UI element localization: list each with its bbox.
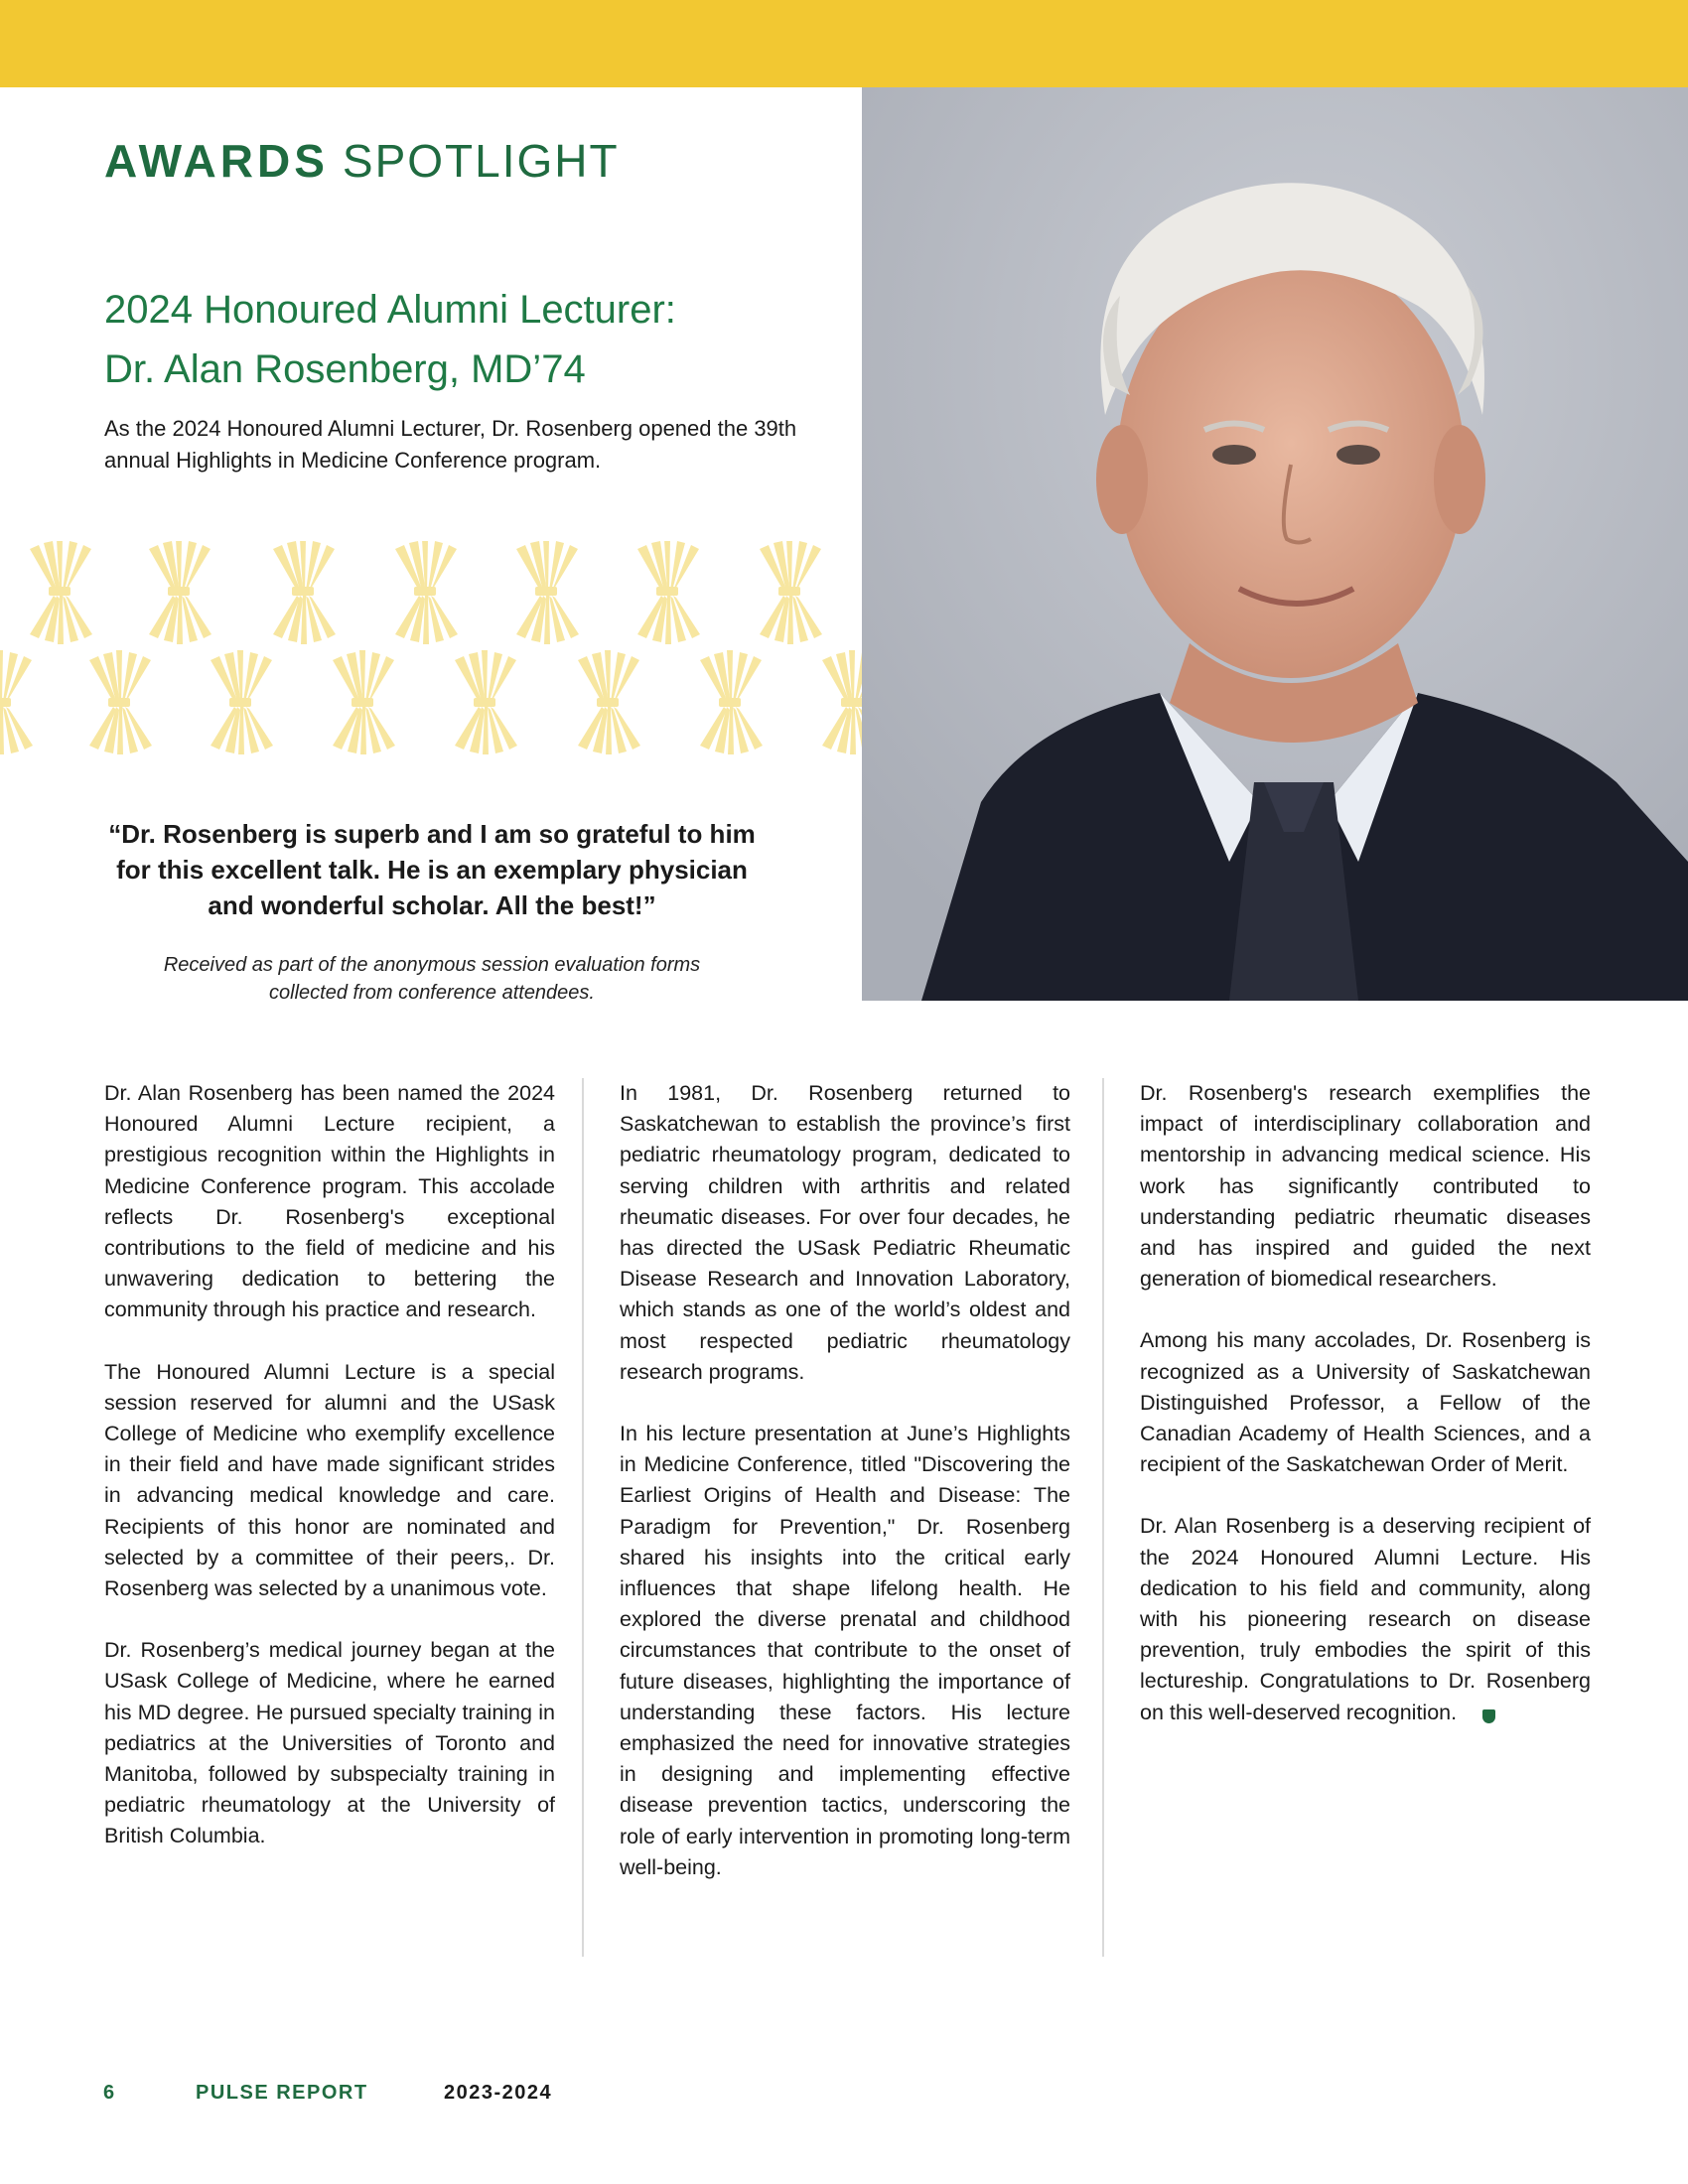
article-column-3	[1140, 1078, 1591, 1759]
top-accent-bar	[0, 0, 1688, 87]
paragraph: Among his many accolades, Dr. Rosenberg is recognized as a University of Saskatchewan Distinguished Professor, a Fellow of the Canadian Academy of Health Sciences, and a recipient of the Saskatchewan Order of Merit.	[1140, 1328, 1591, 1477]
article-intro: As the 2024 Honoured Alumni Lecturer, Dr. Rosenberg opened the 39th annual Highlights in Medicine Conference program.	[104, 416, 797, 473]
paragraph: Dr. Rosenberg's research exemplifies the impact of interdisciplinary collaboration and mentorship in advancing medical science. His work has significantly contributed to understanding pediatric rheumatic diseases and has inspired and guided the next generation of biomedical researchers.	[1140, 1081, 1591, 1292]
pull-quote-attribution: Received as part of the anonymous session evaluation forms collected from conference attendees.	[163, 954, 701, 1004]
paragraph: In 1981, Dr. Rosenberg returned to Saskatchewan to establish the province’s first pediatric rheumatology program, dedicated to serving children with arthritis and related rheumatic diseases. For over four decades, he has directed the USask Pediatric Rheumatic Disease Research and Innovation Laboratory, which stands as one of the world’s oldest and most respected pediatric rheumatology research programs.	[620, 1081, 1070, 1384]
paragraph: In his lecture presentation at June’s Highlights in Medicine Conference, titled "Discovering the Earliest Origins of Health and Disease: The Paradigm for Prevention," Dr. Rosenberg shared his insights into the critical early influences that shape lifelong health. He explored the diverse prenatal and childhood circumstances that contribute to the onset of future diseases, highlighting the importance of understanding these factors. His lecture emphasized the need for innovative strategies in designing and implementing effective disease prevention tactics, underscoring the role of early intervention in promoting long-term well-being.	[620, 1422, 1070, 1879]
final-paragraph	[1140, 1511, 1591, 1727]
article-column-2	[620, 1078, 1070, 1914]
paragraph: Dr. Rosenberg’s medical journey began at the USask College of Medicine, where he earned his MD degree. He pursued specialty training in pediatrics at the Universities of Toronto and Manitoba, followed by subspecialty training in pediatric rheumatology at the University of British Columbia.	[104, 1638, 555, 1848]
article-headline	[104, 280, 799, 399]
headline-line-2: Dr. Alan Rosenberg, MD’74	[104, 347, 586, 391]
column-divider	[582, 1078, 584, 1957]
wheat-sheaf-pattern	[0, 541, 862, 754]
article-column-1	[104, 1078, 555, 1883]
section-title	[104, 134, 620, 188]
portrait-photo	[862, 87, 1688, 1001]
pull-quote: “Dr. Rosenberg is superb and I am so grateful to him for this excellent talk. He is an exemplary physician and wonderful scholar. All the best!”	[108, 819, 756, 920]
page-number: 6	[103, 2082, 116, 2104]
end-of-article-icon	[1482, 1709, 1495, 1723]
paragraph-text: Dr. Alan Rosenberg is a deserving recipient of the 2024 Honoured Alumni Lecture. His dedication to his field and community, along with his pioneering research on disease prevention, truly embodies the spirit of this lectureship. Congratulations to Dr. Rosenberg on this well-deserved recognition.	[1140, 1514, 1591, 1724]
section-title-bold: AWARDS	[104, 135, 329, 187]
headline-line-1: 2024 Honoured Alumni Lecturer:	[104, 288, 676, 332]
column-divider	[1102, 1078, 1104, 1957]
paragraph: Dr. Alan Rosenberg has been named the 2024 Honoured Alumni Lecture recipient, a prestigious recognition within the Highlights in Medicine Conference program. This accolade reflects Dr. Rosenberg's exceptional contributions to the field of medicine and his unwavering dedication to bettering the community through his practice and research.	[104, 1081, 555, 1322]
section-title-light: SPOTLIGHT	[342, 135, 620, 187]
paragraph: The Honoured Alumni Lecture is a special session reserved for alumni and the USask College of Medicine who exemplify excellence in their field and have made significant strides in advancing medical knowledge and care. Recipients of this honor are nominated and selected by a committee of their peers,. Dr. Rosenberg was selected by a unanimous vote.	[104, 1359, 555, 1601]
publication-name: PULSE REPORT	[196, 2082, 368, 2104]
publication-year: 2023-2024	[444, 2082, 553, 2104]
